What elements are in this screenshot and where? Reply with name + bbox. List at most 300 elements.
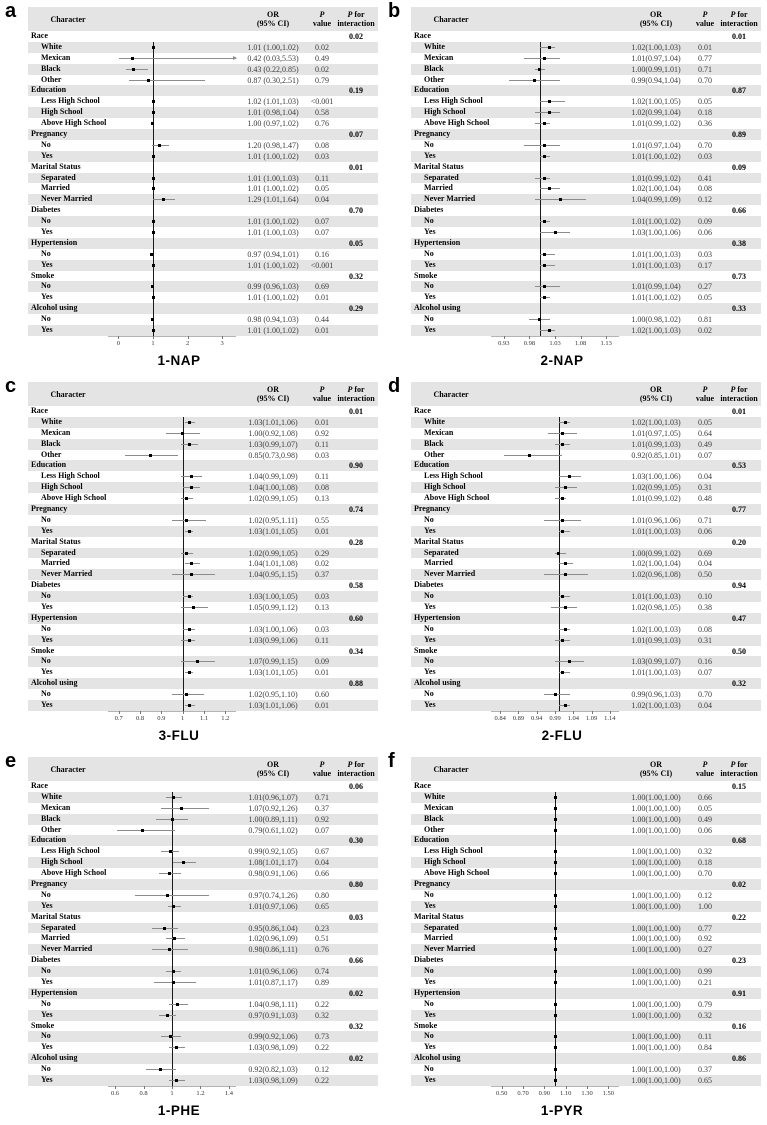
- p-value: 0.49: [698, 814, 712, 824]
- plot-cell: [108, 64, 236, 75]
- p-value: 0.48: [698, 494, 712, 504]
- table-row: [411, 1031, 761, 1042]
- point-estimate-marker: [554, 1046, 557, 1049]
- or-ci-value: 1.01(0.99,1.02): [631, 173, 681, 183]
- p-value: 0.11: [315, 635, 329, 645]
- table-row: [411, 118, 761, 129]
- or-ci-value: 1.01(1.00,1.03): [631, 260, 681, 270]
- p-interaction-value: 0.28: [349, 537, 363, 547]
- row-label: Other: [41, 449, 62, 459]
- plot-cell: [491, 580, 619, 591]
- p-interaction-value: 0.33: [732, 304, 746, 314]
- p-value: 0.71: [698, 64, 712, 74]
- point-estimate-marker: [564, 704, 567, 707]
- plot-cell: [108, 955, 236, 966]
- table-row: [28, 624, 378, 635]
- p-value: <0.001: [310, 97, 334, 107]
- point-estimate-marker: [152, 231, 155, 234]
- column-header-p-interaction: P for interaction: [337, 10, 375, 28]
- table-row: [411, 635, 761, 646]
- p-value: 0.07: [315, 825, 329, 835]
- reference-line: [172, 1053, 173, 1064]
- point-estimate-marker: [554, 872, 557, 875]
- column-header-character: Character: [50, 14, 86, 24]
- reference-line: [183, 504, 184, 515]
- p-value: 0.07: [698, 668, 712, 678]
- reference-line: [183, 580, 184, 591]
- table-row: [28, 260, 378, 271]
- row-label: Yes: [424, 602, 436, 612]
- point-estimate-marker: [188, 595, 191, 598]
- row-label: Separated: [41, 172, 76, 182]
- or-ci-value: 1.00(1.00,1.00): [631, 945, 681, 955]
- or-ci-value: 1.03(1.00,1.06): [631, 472, 681, 482]
- plot-cell: [491, 1075, 619, 1086]
- group-row: [28, 537, 378, 548]
- p-value: 0.05: [698, 97, 712, 107]
- table-row: [411, 249, 761, 260]
- row-label: No: [424, 248, 434, 258]
- group-label: Education: [31, 460, 67, 470]
- reference-line: [555, 1021, 556, 1032]
- plot-cell: [108, 417, 236, 428]
- point-estimate-marker: [141, 829, 144, 832]
- reference-line: [559, 678, 560, 689]
- group-row: [411, 1021, 761, 1032]
- p-interaction-value: 0.66: [349, 956, 363, 966]
- point-estimate-marker: [190, 475, 193, 478]
- point-estimate-marker: [543, 144, 546, 147]
- group-row: [28, 162, 378, 173]
- axis-tick: [587, 1086, 588, 1089]
- group-row: [28, 205, 378, 216]
- row-label: No: [41, 248, 51, 258]
- ci-line: [172, 520, 206, 521]
- point-estimate-marker: [561, 432, 564, 435]
- or-ci-value: 0.85(0.73,0.98): [248, 450, 298, 460]
- group-label: Pregnancy: [414, 504, 451, 514]
- plot-cell: [491, 825, 619, 836]
- reference-line: [153, 238, 154, 249]
- p-value: 0.65: [315, 901, 329, 911]
- p-value: 0.05: [698, 417, 712, 427]
- axis-tick: [144, 1086, 145, 1089]
- group-label: Marital Status: [414, 161, 464, 171]
- or-ci-value: 0.42 (0.03,5.53): [247, 53, 299, 63]
- point-estimate-marker: [548, 111, 551, 114]
- ci-line: [535, 286, 561, 287]
- row-label: Less High School: [41, 96, 100, 106]
- table-row: [411, 417, 761, 428]
- or-ci-value: 0.43 (0.22,0.85): [247, 64, 299, 74]
- reference-line: [183, 700, 184, 711]
- group-label: Pregnancy: [31, 879, 68, 889]
- plot-cell: [108, 901, 236, 912]
- or-ci-value: 1.00(1.00,1.00): [631, 1010, 681, 1020]
- row-label: Above High School: [424, 493, 490, 503]
- or-ci-value: 1.02(0.96,1.08): [631, 570, 681, 580]
- group-label: Smoke: [31, 645, 55, 655]
- table-rows: [28, 406, 378, 711]
- panel-title: 3-FLU: [158, 727, 200, 743]
- group-row: [28, 955, 378, 966]
- point-estimate-marker: [168, 872, 171, 875]
- point-estimate-marker: [152, 111, 155, 114]
- p-value: 0.23: [315, 923, 329, 933]
- group-label: Marital Status: [31, 161, 81, 171]
- group-label: Smoke: [31, 1020, 55, 1030]
- or-ci-value: 1.07(0.92,1.26): [248, 803, 298, 813]
- plot-cell: [491, 635, 619, 646]
- group-label: Race: [414, 31, 431, 40]
- row-label: No: [424, 591, 434, 601]
- or-ci-value: 1.01(1.00,1.03): [631, 249, 681, 259]
- or-ci-value: 1.01 (1.00,1.02): [247, 184, 299, 194]
- axis-tick: [518, 711, 519, 714]
- or-ci-value: 1.04(1.01,1.08): [248, 559, 298, 569]
- plot-cell: [108, 482, 236, 493]
- table-row: [411, 689, 761, 700]
- reference-line: [555, 988, 556, 999]
- axis-tick-label: 1: [151, 339, 155, 347]
- point-estimate-marker: [554, 927, 557, 930]
- point-estimate-marker: [190, 486, 193, 489]
- or-ci-value: 1.03(0.98,1.09): [248, 1076, 298, 1085]
- or-ci-value: 1.00(1.00,1.00): [631, 999, 681, 1009]
- table-row: [28, 183, 378, 194]
- p-value: 0.69: [315, 282, 329, 292]
- plot-cell: [491, 1053, 619, 1064]
- ci-line: [161, 808, 209, 809]
- point-estimate-marker: [150, 253, 153, 256]
- reference-line: [183, 667, 184, 678]
- plot-cell: [108, 635, 236, 646]
- axis-tick: [537, 711, 538, 714]
- group-row: [28, 835, 378, 846]
- column-header-or-ci: OR (95% CI): [639, 10, 673, 28]
- row-label: Above High School: [41, 118, 107, 128]
- p-interaction-value: 0.94: [732, 581, 746, 591]
- point-estimate-marker: [554, 1003, 557, 1006]
- table-row: [28, 923, 378, 934]
- row-label: No: [424, 689, 434, 699]
- group-row: [411, 835, 761, 846]
- row-label: White: [424, 41, 445, 51]
- plot-cell: [108, 526, 236, 537]
- table-row: [411, 792, 761, 803]
- p-value: 0.66: [315, 869, 329, 879]
- table-rows: [411, 781, 761, 1086]
- p-value: 0.36: [698, 119, 712, 129]
- row-label: Above High School: [424, 868, 490, 878]
- table-rows: [411, 406, 761, 711]
- row-label: White: [424, 416, 445, 426]
- group-label: Education: [31, 835, 67, 845]
- plot-cell: [108, 613, 236, 624]
- group-label: Diabetes: [31, 580, 61, 590]
- p-value: 0.22: [315, 999, 329, 1009]
- row-label: Yes: [424, 292, 436, 302]
- row-label: White: [41, 41, 62, 51]
- p-value: 0.02: [315, 42, 329, 52]
- p-interaction-value: 0.90: [349, 461, 363, 471]
- plot-cell: [491, 260, 619, 271]
- column-header-character: Character: [433, 389, 469, 399]
- group-row: [411, 912, 761, 923]
- or-ci-value: 1.00(1.00,1.00): [631, 858, 681, 868]
- or-ci-value: 1.02(0.95,1.10): [248, 690, 298, 700]
- point-estimate-marker: [151, 285, 154, 288]
- plot-cell: [108, 471, 236, 482]
- point-estimate-marker: [188, 671, 191, 674]
- reference-line: [559, 580, 560, 591]
- plot-cell: [108, 602, 236, 613]
- row-label: No: [424, 314, 434, 324]
- plot-cell: [108, 260, 236, 271]
- group-row: [28, 781, 378, 792]
- p-interaction-value: 0.32: [349, 271, 363, 281]
- table-row: [28, 96, 378, 107]
- forest-panel: [0, 375, 383, 750]
- p-value: 0.60: [315, 690, 329, 700]
- axis-tick: [188, 336, 189, 339]
- or-ci-value: 0.99(0.96,1.03): [631, 690, 681, 700]
- row-label: Other: [424, 74, 445, 84]
- table-row: [411, 825, 761, 836]
- or-ci-value: 1.00(1.00,1.00): [631, 967, 681, 977]
- plot-cell: [108, 194, 236, 205]
- p-value: 0.41: [698, 173, 712, 183]
- point-estimate-marker: [554, 693, 557, 696]
- axis-tick-label: 1.08: [574, 339, 587, 347]
- or-ci-value: 0.79(0.61,1.02): [248, 825, 298, 835]
- group-label: Education: [31, 85, 67, 95]
- reference-line: [540, 162, 541, 173]
- group-row: [28, 460, 378, 471]
- or-ci-value: 1.02(1.00,1.04): [631, 559, 681, 569]
- plot-cell: [108, 1021, 236, 1032]
- point-estimate-marker: [561, 530, 564, 533]
- group-row: [28, 912, 378, 923]
- reference-line: [183, 460, 184, 471]
- row-label: Married: [41, 933, 70, 943]
- ci-line: [504, 455, 563, 456]
- table-row: [28, 118, 378, 129]
- or-ci-value: 1.00(1.00,1.00): [631, 901, 681, 911]
- plot-cell: [108, 933, 236, 944]
- axis-tick: [608, 1086, 609, 1089]
- p-value: 0.58: [315, 108, 329, 118]
- group-label: Hypertension: [31, 612, 78, 622]
- plot-cell: [491, 558, 619, 569]
- reference-line: [172, 988, 173, 999]
- or-ci-value: 1.01 (1.00,1.03): [247, 227, 299, 237]
- plot-cell: [491, 140, 619, 151]
- axis-line: [108, 711, 236, 712]
- or-ci-value: 0.98(0.91,1.06): [248, 869, 298, 879]
- table-row: [28, 1064, 378, 1075]
- table-row: [411, 526, 761, 537]
- p-value: 0.03: [315, 592, 329, 602]
- point-estimate-marker: [564, 486, 567, 489]
- plot-cell: [491, 325, 619, 336]
- p-value: 0.04: [315, 858, 329, 868]
- or-ci-value: 1.03(0.99,1.06): [248, 635, 298, 645]
- p-interaction-value: 0.80: [349, 879, 363, 889]
- group-label: Marital Status: [414, 536, 464, 546]
- table-row: [411, 439, 761, 450]
- table-row: [28, 64, 378, 75]
- p-value: 0.08: [315, 140, 329, 150]
- or-ci-value: 1.01 (1.00,1.02): [247, 42, 299, 52]
- plot-cell: [491, 966, 619, 977]
- p-value: 0.03: [315, 624, 329, 634]
- reference-line: [540, 271, 541, 282]
- table-row: [28, 526, 378, 537]
- row-label: Less High School: [41, 846, 100, 856]
- row-label: Black: [41, 813, 61, 823]
- row-label: No: [41, 998, 51, 1008]
- plot-cell: [108, 85, 236, 96]
- row-label: Less High School: [424, 471, 483, 481]
- column-header-p-value: P value: [312, 10, 332, 28]
- table-row: [28, 292, 378, 303]
- group-row: [28, 504, 378, 515]
- ci-line: [535, 123, 550, 124]
- plot-cell: [108, 75, 236, 86]
- row-label: Yes: [424, 1042, 436, 1052]
- table-row: [28, 151, 378, 162]
- axis-tick: [566, 1086, 567, 1089]
- reference-line: [153, 303, 154, 314]
- group-row: [28, 303, 378, 314]
- plot-cell: [491, 781, 619, 792]
- plot-cell: [491, 814, 619, 825]
- row-label: Yes: [41, 634, 53, 644]
- plot-cell: [108, 999, 236, 1010]
- reference-line: [540, 205, 541, 216]
- reference-line: [153, 162, 154, 173]
- point-estimate-marker: [533, 79, 536, 82]
- table-rows: [28, 781, 378, 1086]
- point-estimate-marker: [543, 220, 546, 223]
- forest-panel: [0, 0, 383, 375]
- point-estimate-marker: [561, 595, 564, 598]
- table-row: [28, 107, 378, 118]
- or-ci-value: 1.01(0.97,1.06): [248, 901, 298, 911]
- table-header-row: [28, 757, 378, 781]
- plot-cell: [491, 933, 619, 944]
- p-value: 0.03: [698, 151, 712, 161]
- point-estimate-marker: [557, 552, 560, 555]
- p-interaction-value: 0.74: [349, 504, 363, 514]
- p-value: 0.80: [315, 890, 329, 900]
- plot-cell: [491, 656, 619, 667]
- p-value: 0.07: [315, 227, 329, 237]
- table-row: [28, 314, 378, 325]
- x-axis-row: [411, 336, 761, 351]
- column-header-or-ci: OR (95% CI): [256, 10, 290, 28]
- row-label: Yes: [41, 150, 53, 160]
- axis-tick: [504, 336, 505, 339]
- or-ci-value: 1.02(0.99,1.05): [631, 483, 681, 493]
- p-value: 0.04: [315, 195, 329, 205]
- group-row: [411, 162, 761, 173]
- row-label: Mexican: [41, 427, 71, 437]
- x-axis: [491, 711, 619, 726]
- table-row: [28, 227, 378, 238]
- p-value: 0.92: [315, 428, 329, 438]
- plot-cell: [491, 1042, 619, 1053]
- p-value: 0.06: [698, 526, 712, 536]
- panel-letter: e: [5, 750, 17, 772]
- plot-cell: [108, 591, 236, 602]
- or-ci-value: 0.99 (0.96,1.03): [247, 282, 299, 292]
- or-ci-value: 1.01(0.99,1.03): [631, 439, 681, 449]
- axis-tick-label: 0.50: [495, 1089, 508, 1097]
- plot-cell: [108, 314, 236, 325]
- group-row: [28, 129, 378, 140]
- plot-cell: [491, 879, 619, 890]
- plot-cell: [108, 700, 236, 711]
- axis-tick-label: 0.84: [494, 714, 506, 722]
- plot-cell: [108, 803, 236, 814]
- plot-cell: [491, 173, 619, 184]
- p-value: 0.49: [315, 53, 329, 63]
- point-estimate-marker: [561, 497, 564, 500]
- plot-cell: [108, 53, 236, 64]
- or-ci-value: 1.02(1.00,1.03): [631, 417, 681, 427]
- p-value: 0.92: [315, 814, 329, 824]
- point-estimate-marker: [548, 46, 551, 49]
- point-estimate-marker: [528, 454, 531, 457]
- point-estimate-marker: [169, 850, 172, 853]
- table-row: [28, 656, 378, 667]
- row-label: White: [41, 416, 62, 426]
- point-estimate-marker: [152, 220, 155, 223]
- point-estimate-marker: [131, 57, 134, 60]
- plot-cell: [108, 646, 236, 657]
- p-value: 0.31: [698, 483, 712, 493]
- axis-tick-label: 0: [116, 339, 120, 347]
- or-ci-value: 1.01 (1.00,1.02): [247, 293, 299, 303]
- axis-tick: [153, 336, 154, 339]
- row-label: Separated: [424, 922, 459, 932]
- group-label: Diabetes: [414, 205, 444, 215]
- plot-cell: [108, 183, 236, 194]
- table-row: [28, 933, 378, 944]
- panel-letter: b: [388, 0, 401, 22]
- forest-panel: [383, 375, 767, 750]
- or-ci-value: 1.03(0.99,1.07): [248, 439, 298, 449]
- or-ci-value: 1.01(1.00,1.03): [631, 592, 681, 602]
- row-label: Yes: [424, 634, 436, 644]
- point-estimate-marker: [190, 573, 193, 576]
- p-interaction-value: 0.58: [349, 581, 363, 591]
- p-interaction-value: 0.22: [732, 912, 746, 922]
- row-label: Other: [424, 449, 445, 459]
- row-label: Yes: [41, 325, 53, 335]
- p-value: 0.05: [698, 293, 712, 303]
- ci-line: [535, 178, 550, 179]
- p-value: 0.22: [315, 1043, 329, 1053]
- point-estimate-marker: [166, 1014, 169, 1017]
- p-value: 0.05: [698, 803, 712, 813]
- or-ci-value: 1.29 (1.01,1.64): [247, 195, 299, 205]
- or-ci-value: 1.00(1.00,1.00): [631, 923, 681, 933]
- axis-tick-label: 0.93: [498, 339, 510, 347]
- p-value: 0.76: [315, 119, 329, 129]
